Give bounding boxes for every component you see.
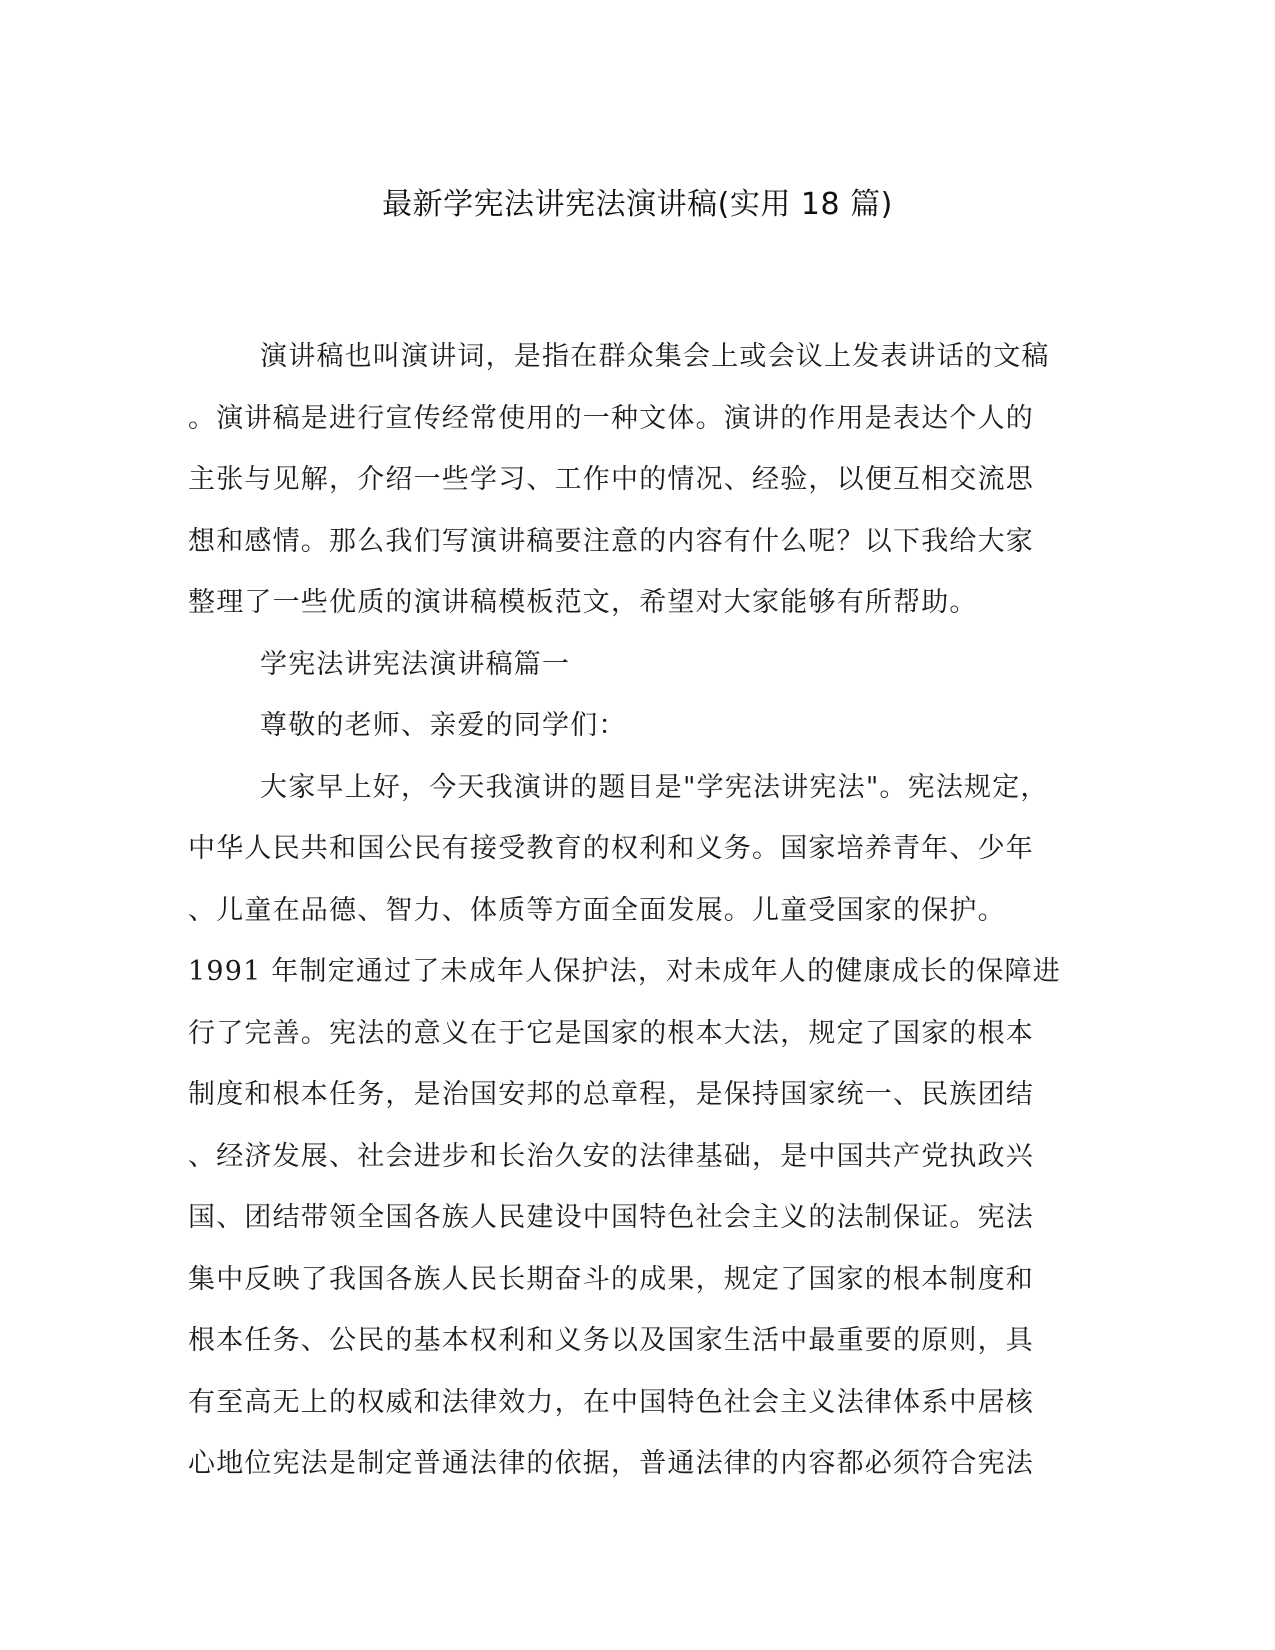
text-line: 主张与见解，介绍一些学习、工作中的情况、经验，以便互相交流思 [188,464,1034,495]
text-line: 制度和根本任务，是治国安邦的总章程，是保持国家统一、民族团结 [188,1079,1034,1110]
text-line: 集中反映了我国各族人民长期奋斗的成果，规定了国家的根本制度和 [188,1263,1034,1295]
text-line: 整理了一些优质的演讲稿模板范文，希望对大家能够有所帮助。 [188,587,978,618]
text-line: 、儿童在品德、智力、体质等方面全面发展。儿童受国家的保护。 [188,894,1006,926]
text-line: 根本任务、公民的基本权利和义务以及国家生活中最重要的原则，具 [188,1325,1034,1356]
text-line: 国、团结带领全国各族人民建设中国特色社会主义的法制保证。宪法 [188,1202,1034,1233]
document-body [188,326,1068,1495]
text-line: 行了完善。宪法的意义在于它是国家的根本大法，规定了国家的根本 [188,1017,1034,1049]
text-line: 心地位宪法是制定普通法律的依据，普通法律的内容都必须符合宪法 [188,1448,1034,1479]
document-title: 最新学宪法讲宪法演讲稿(实用 18 篇) [382,187,893,222]
text-line: 想和感情。那么我们写演讲稿要注意的内容有什么呢？以下我给大家 [188,525,1034,557]
text-line: 中华人民共和国公民有接受教育的权利和义务。国家培养青年、少年 [188,833,1034,864]
text-line: 。演讲稿是进行宣传经常使用的一种文体。演讲的作用是表达个人的 [188,402,1034,434]
text-line: 、经济发展、社会进步和长治久安的法律基础，是中国共产党执政兴 [188,1140,1034,1172]
section-heading: 学宪法讲宪法演讲稿篇一 [260,648,571,680]
text-line: 大家早上好，今天我演讲的题目是"学宪法讲宪法"。宪法规定， [260,771,1049,803]
salutation: 尊敬的老师、亲爱的同学们： [260,710,627,741]
text-line: 1991 年制定通过了未成年人保护法，对未成年人的健康成长的保障进 [188,956,1061,987]
text-line: 有至高无上的权威和法律效力，在中国特色社会主义法律体系中居核 [188,1386,1034,1418]
text-line: 演讲稿也叫演讲词，是指在群众集会上或会议上发表讲话的文稿 [260,341,1050,372]
